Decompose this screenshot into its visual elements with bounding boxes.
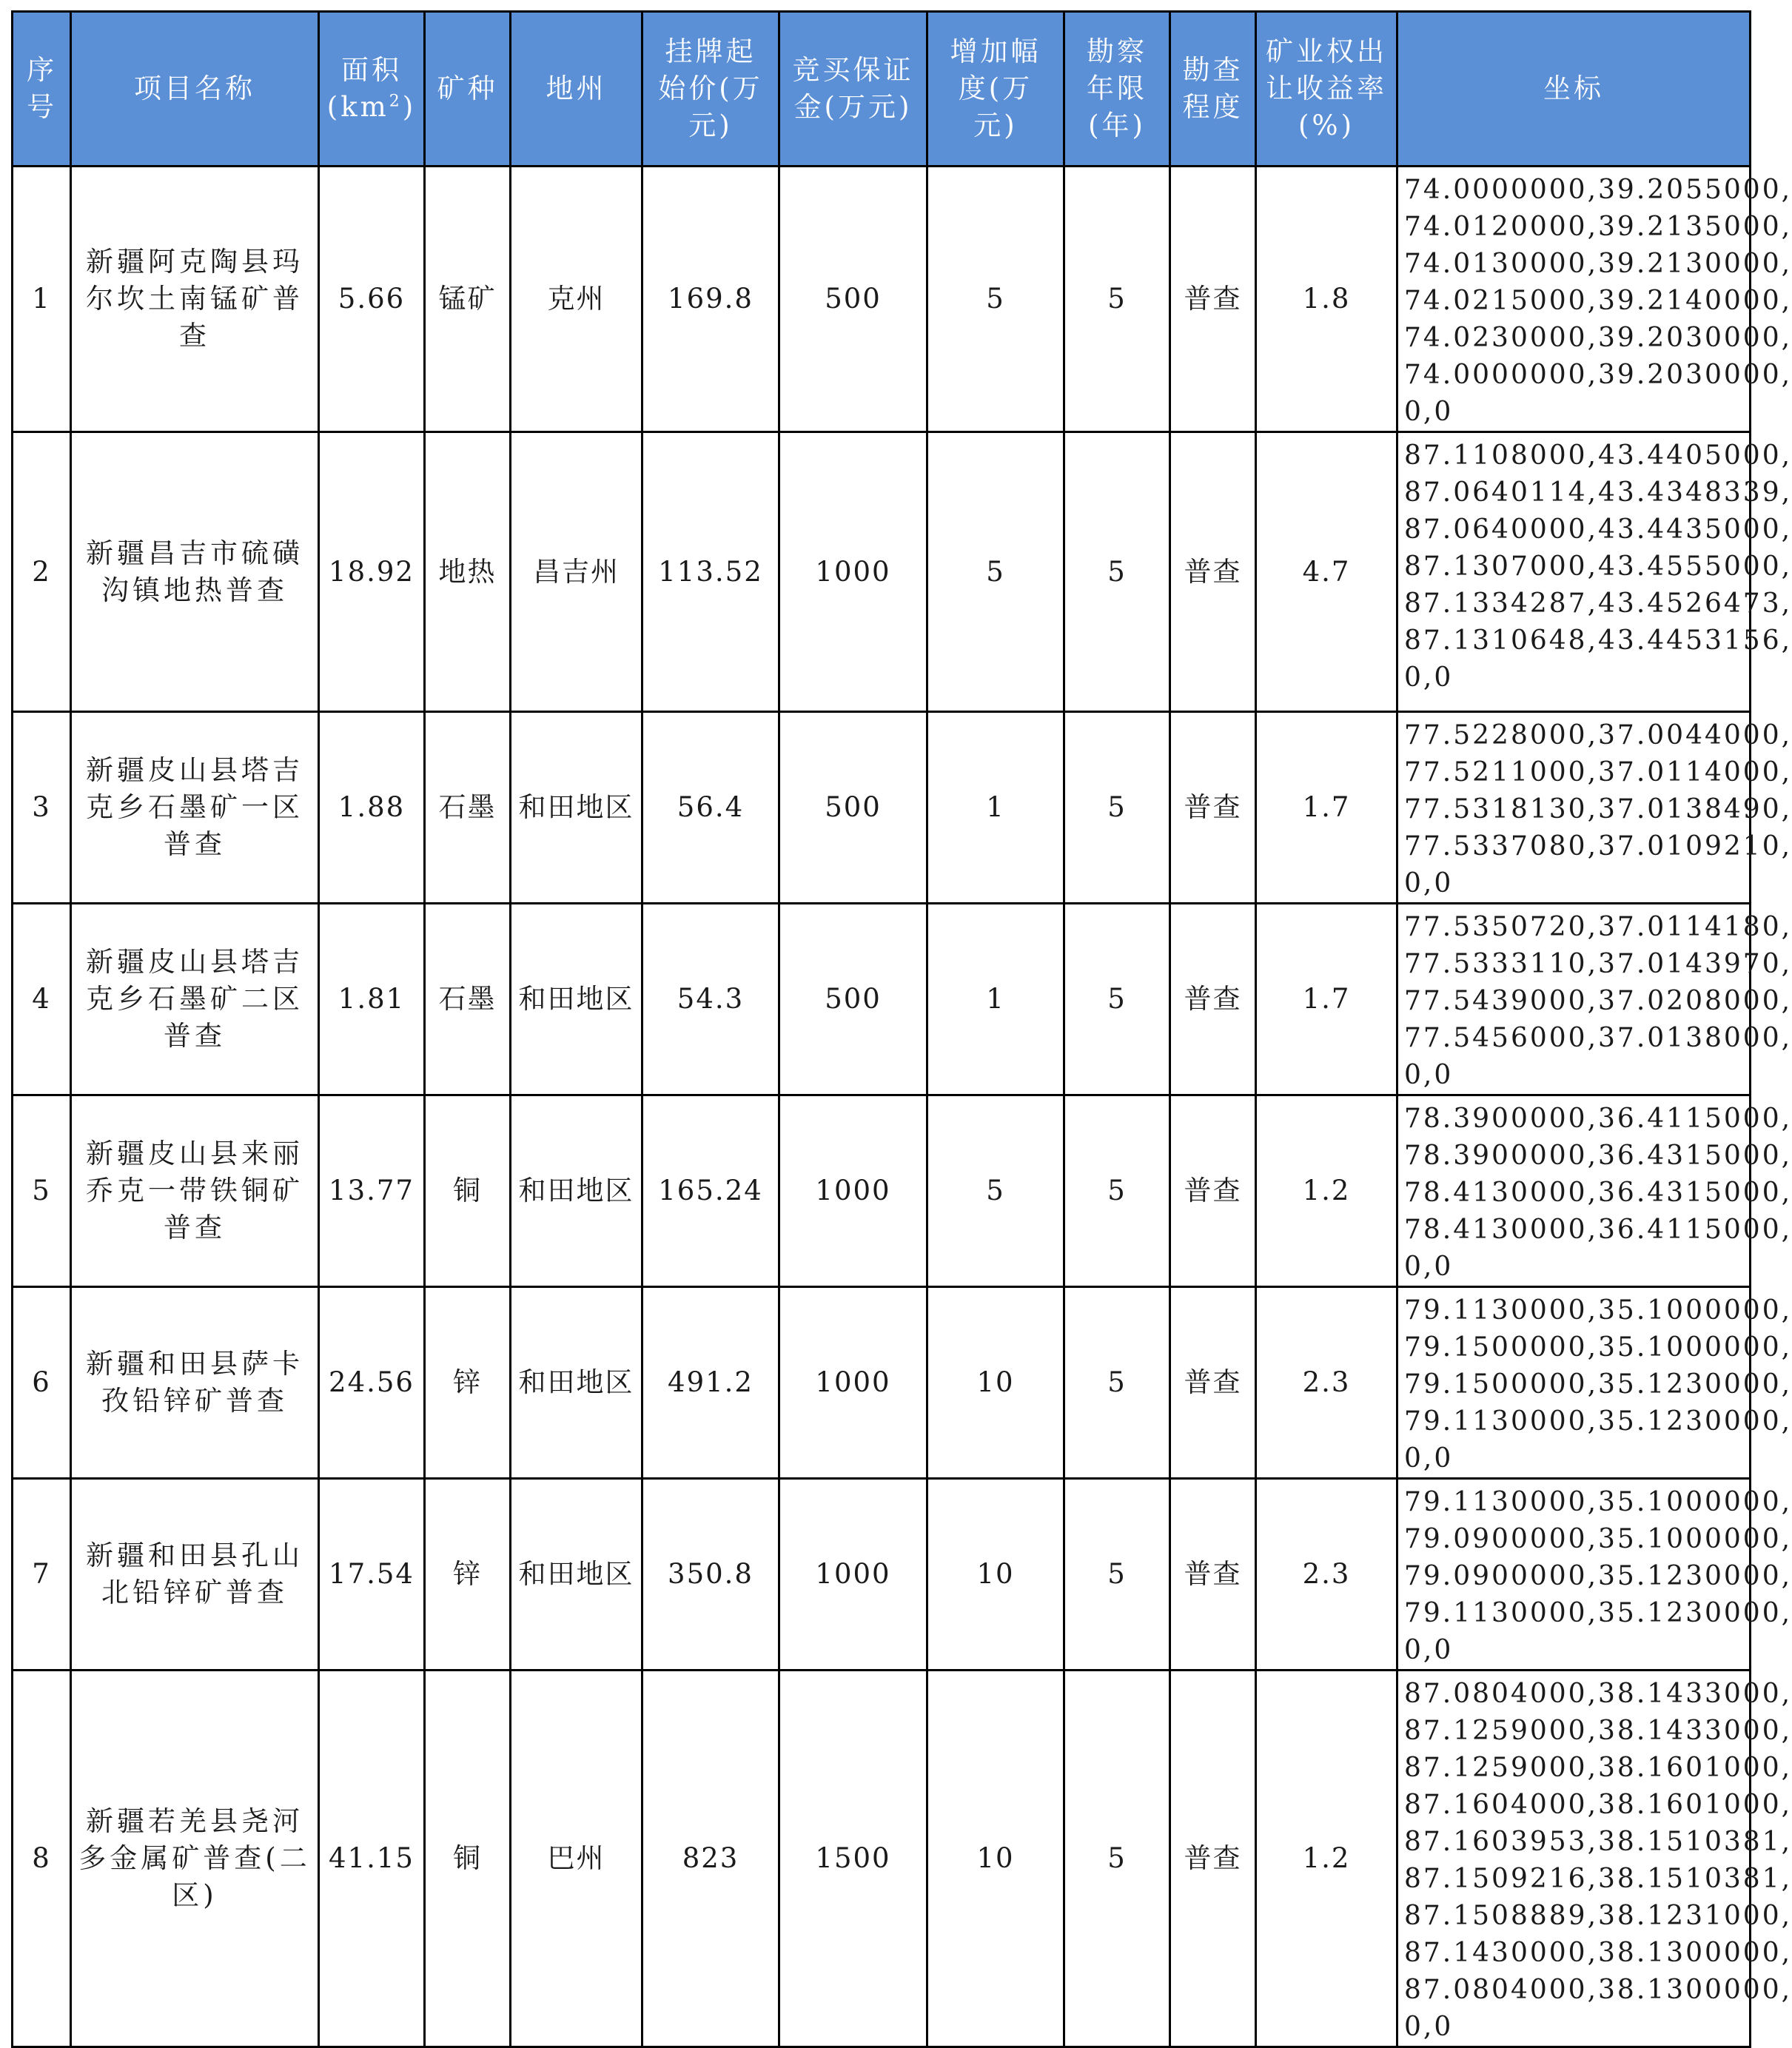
cell-coords [1397, 1287, 1792, 1479]
header-name-text: 项目名称 [134, 73, 255, 104]
cell-region: 和田地区 [511, 904, 642, 1095]
header-years [1064, 12, 1170, 167]
coord-line: 78.4130000,36.4115000, [1404, 1215, 1792, 1245]
cell-area: 17.54 [319, 1479, 425, 1671]
coord-line: 79.1130000,35.1000000, [1404, 1487, 1792, 1517]
cell-increment: 10 [927, 1287, 1064, 1479]
cell-start-price: 169.8 [642, 167, 779, 432]
cell-region: 昌吉州 [511, 432, 642, 712]
coord-line: 77.5337080,37.0109210, [1404, 831, 1792, 862]
cell-royalty: 1.7 [1256, 712, 1397, 904]
coord-line: 77.5350720,37.0114180, [1404, 912, 1792, 942]
coord-line: 87.1259000,38.1601000, [1404, 1753, 1792, 1783]
cell-coords [1397, 1095, 1792, 1287]
coord-line: 87.1603953,38.1510381, [1404, 1827, 1792, 1857]
cell-seq: 6 [13, 1287, 71, 1479]
coord-line: 87.1430000,38.1300000, [1404, 1938, 1792, 1968]
cell-name: 新疆若羌县尧河多金属矿普查(二区) [71, 1671, 319, 2047]
header-mineral-text: 矿种 [437, 73, 498, 104]
cell-years: 5 [1064, 1671, 1170, 2047]
cell-region: 和田地区 [511, 1287, 642, 1479]
cell-name: 新疆和田县孔山北铅锌矿普查 [71, 1479, 319, 1671]
coord-line: 87.1509216,38.1510381, [1404, 1864, 1792, 1894]
cell-deposit: 1000 [779, 1095, 927, 1287]
coord-line: 0,0 [1404, 868, 1454, 899]
coord-line: 79.1500000,35.1000000, [1404, 1332, 1792, 1363]
coord-line: 87.1310648,43.4453156, [1404, 625, 1792, 656]
table-row [13, 432, 1751, 712]
cell-name: 新疆和田县萨卡孜铅锌矿普查 [71, 1287, 319, 1479]
cell-level: 普查 [1170, 1287, 1256, 1479]
cell-deposit: 1000 [779, 432, 927, 712]
cell-seq: 7 [13, 1479, 71, 1671]
cell-region: 和田地区 [511, 1479, 642, 1671]
header-level-text: 勘查程度 [1182, 54, 1244, 123]
coord-line: 87.0804000,38.1433000, [1404, 1679, 1792, 1709]
cell-region: 和田地区 [511, 712, 642, 904]
cell-area: 1.81 [319, 904, 425, 1095]
cell-royalty: 1.8 [1256, 167, 1397, 432]
header-area-label: 面积 [341, 54, 402, 86]
cell-coords [1397, 1479, 1792, 1671]
coord-line: 87.1604000,38.1601000, [1404, 1790, 1792, 1820]
mining-rights-table [11, 10, 1792, 2048]
cell-deposit: 1500 [779, 1671, 927, 2047]
cell-mineral: 石墨 [425, 904, 511, 1095]
header-area-close: ) [402, 91, 417, 123]
cell-level: 普查 [1170, 167, 1256, 432]
header-years-text: 勘察年限(年) [1087, 36, 1147, 141]
header-coords [1397, 12, 1751, 167]
cell-area: 24.56 [319, 1287, 425, 1479]
coord-line: 0,0 [1404, 1252, 1454, 1282]
cell-start-price: 113.52 [642, 432, 779, 712]
coord-line: 74.0130000,39.2130000, [1404, 249, 1792, 279]
table-row [13, 712, 1751, 904]
cell-increment: 5 [927, 1095, 1064, 1287]
header-area-sup: 2 [389, 92, 403, 111]
coord-line: 77.5228000,37.0044000, [1404, 720, 1792, 751]
cell-royalty: 1.7 [1256, 904, 1397, 1095]
cell-seq: 5 [13, 1095, 71, 1287]
cell-deposit: 1000 [779, 1287, 927, 1479]
coord-line: 79.1130000,35.1000000, [1404, 1295, 1792, 1326]
cell-level: 普查 [1170, 904, 1256, 1095]
cell-deposit: 500 [779, 904, 927, 1095]
cell-years: 5 [1064, 1287, 1170, 1479]
cell-deposit: 500 [779, 712, 927, 904]
cell-royalty: 1.2 [1256, 1095, 1397, 1287]
header-start-price-text: 挂牌起始价(万元) [658, 36, 763, 141]
header-deposit [779, 12, 927, 167]
header-area [319, 12, 425, 167]
header-mineral [425, 12, 511, 167]
coord-line: 87.0804000,38.1300000, [1404, 1975, 1792, 2005]
coord-line: 78.3900000,36.4115000, [1404, 1104, 1792, 1134]
header-area-unit: (km [326, 91, 389, 123]
cell-area: 41.15 [319, 1671, 425, 2047]
cell-years: 5 [1064, 167, 1170, 432]
coord-line: 87.0640000,43.4435000, [1404, 514, 1792, 545]
cell-coords [1397, 904, 1792, 1095]
coord-line: 87.1108000,43.4405000, [1404, 440, 1792, 471]
cell-mineral: 锌 [425, 1479, 511, 1671]
cell-area: 5.66 [319, 167, 425, 432]
cell-mineral: 地热 [425, 432, 511, 712]
cell-increment: 1 [927, 904, 1064, 1095]
header-royalty [1256, 12, 1397, 167]
cell-name: 新疆皮山县塔吉克乡石墨矿一区普查 [71, 712, 319, 904]
coord-line: 77.5456000,37.0138000, [1404, 1023, 1792, 1053]
coord-line: 0,0 [1404, 662, 1454, 693]
cell-royalty: 4.7 [1256, 432, 1397, 712]
coord-line: 78.4130000,36.4315000, [1404, 1178, 1792, 1208]
cell-name: 新疆皮山县来丽乔克一带铁铜矿普查 [71, 1095, 319, 1287]
cell-seq: 4 [13, 904, 71, 1095]
coord-line: 0,0 [1404, 2012, 1454, 2042]
header-start-price [642, 12, 779, 167]
cell-seq: 1 [13, 167, 71, 432]
cell-area: 13.77 [319, 1095, 425, 1287]
cell-coords [1397, 712, 1792, 904]
cell-royalty: 1.2 [1256, 1671, 1397, 2047]
cell-region: 和田地区 [511, 1095, 642, 1287]
cell-mineral: 锰矿 [425, 167, 511, 432]
header-coords-text: 坐标 [1543, 73, 1604, 104]
coord-line: 77.5211000,37.0114000, [1404, 757, 1792, 788]
cell-increment: 10 [927, 1671, 1064, 2047]
cell-region: 巴州 [511, 1671, 642, 2047]
cell-royalty: 2.3 [1256, 1479, 1397, 1671]
cell-deposit: 1000 [779, 1479, 927, 1671]
coord-line: 77.5439000,37.0208000, [1404, 986, 1792, 1016]
coord-line: 87.1334287,43.4526473, [1404, 588, 1792, 619]
coord-line: 79.1130000,35.1230000, [1404, 1406, 1792, 1437]
cell-seq: 8 [13, 1671, 71, 2047]
cell-coords [1397, 1671, 1792, 2047]
cell-royalty: 2.3 [1256, 1287, 1397, 1479]
cell-area: 18.92 [319, 432, 425, 712]
cell-years: 5 [1064, 712, 1170, 904]
cell-level: 普查 [1170, 432, 1256, 712]
header-name [71, 12, 319, 167]
cell-seq: 2 [13, 432, 71, 712]
coord-line: 74.0000000,39.2055000, [1404, 175, 1792, 205]
cell-increment: 5 [927, 167, 1064, 432]
cell-years: 5 [1064, 1095, 1170, 1287]
cell-coords [1397, 167, 1792, 432]
cell-start-price: 491.2 [642, 1287, 779, 1479]
cell-mineral: 石墨 [425, 712, 511, 904]
coord-line: 78.3900000,36.4315000, [1404, 1141, 1792, 1171]
cell-region: 克州 [511, 167, 642, 432]
coord-line: 0,0 [1404, 1060, 1454, 1090]
coord-line: 87.0640114,43.4348339, [1404, 477, 1792, 508]
cell-years: 5 [1064, 1479, 1170, 1671]
cell-name: 新疆皮山县塔吉克乡石墨矿二区普查 [71, 904, 319, 1095]
cell-years: 5 [1064, 904, 1170, 1095]
coord-line: 74.0215000,39.2140000, [1404, 286, 1792, 316]
header-region-text: 地州 [546, 73, 607, 104]
coord-line: 77.5318130,37.0138490, [1404, 794, 1792, 825]
cell-deposit: 500 [779, 167, 927, 432]
table-row [13, 1287, 1751, 1479]
cell-level: 普查 [1170, 1095, 1256, 1287]
header-seq-text: 序号 [27, 54, 57, 123]
cell-area: 1.88 [319, 712, 425, 904]
coord-line: 87.1259000,38.1433000, [1404, 1716, 1792, 1746]
table-row [13, 904, 1751, 1095]
cell-seq: 3 [13, 712, 71, 904]
header-increment-text: 增加幅度(万元) [950, 36, 1041, 141]
table-row [13, 167, 1751, 432]
cell-level: 普查 [1170, 1671, 1256, 2047]
coord-line: 74.0000000,39.2030000, [1404, 360, 1792, 390]
coord-line: 87.1508889,38.1231000, [1404, 1901, 1792, 1931]
coord-line: 0,0 [1404, 1443, 1454, 1474]
header-seq [13, 12, 71, 167]
coord-line: 0,0 [1404, 1635, 1454, 1665]
coord-line: 74.0230000,39.2030000, [1404, 323, 1792, 353]
coord-line: 74.0120000,39.2135000, [1404, 212, 1792, 242]
table-body [13, 167, 1792, 2047]
header-royalty-text: 矿业权出让收益率(%) [1266, 36, 1387, 141]
cell-increment: 1 [927, 712, 1064, 904]
header-region [511, 12, 642, 167]
cell-mineral: 铜 [425, 1095, 511, 1287]
coord-line: 87.1307000,43.4555000, [1404, 551, 1792, 582]
header-deposit-text: 竞买保证金(万元) [792, 54, 914, 123]
coord-line: 79.0900000,35.1000000, [1404, 1524, 1792, 1554]
cell-mineral: 锌 [425, 1287, 511, 1479]
cell-name: 新疆昌吉市硫磺沟镇地热普查 [71, 432, 319, 712]
table-row [13, 1671, 1751, 2047]
cell-start-price: 165.24 [642, 1095, 779, 1287]
cell-level: 普查 [1170, 712, 1256, 904]
cell-mineral: 铜 [425, 1671, 511, 2047]
header-level [1170, 12, 1256, 167]
cell-start-price: 54.3 [642, 904, 779, 1095]
cell-increment: 10 [927, 1479, 1064, 1671]
table-row [13, 1479, 1751, 1671]
header-row [13, 12, 1751, 167]
coord-line: 77.5333110,37.0143970, [1404, 949, 1792, 979]
coord-line: 0,0 [1404, 397, 1454, 427]
cell-increment: 5 [927, 432, 1064, 712]
cell-name: 新疆阿克陶县玛尔坎土南锰矿普查 [71, 167, 319, 432]
coord-line: 79.0900000,35.1230000, [1404, 1561, 1792, 1591]
cell-level: 普查 [1170, 1479, 1256, 1671]
cell-start-price: 350.8 [642, 1479, 779, 1671]
header-increment [927, 12, 1064, 167]
table-row [13, 1095, 1751, 1287]
coord-line: 79.1130000,35.1230000, [1404, 1598, 1792, 1628]
cell-start-price: 56.4 [642, 712, 779, 904]
cell-start-price: 823 [642, 1671, 779, 2047]
cell-coords [1397, 432, 1792, 712]
cell-years: 5 [1064, 432, 1170, 712]
coord-line: 79.1500000,35.1230000, [1404, 1369, 1792, 1400]
